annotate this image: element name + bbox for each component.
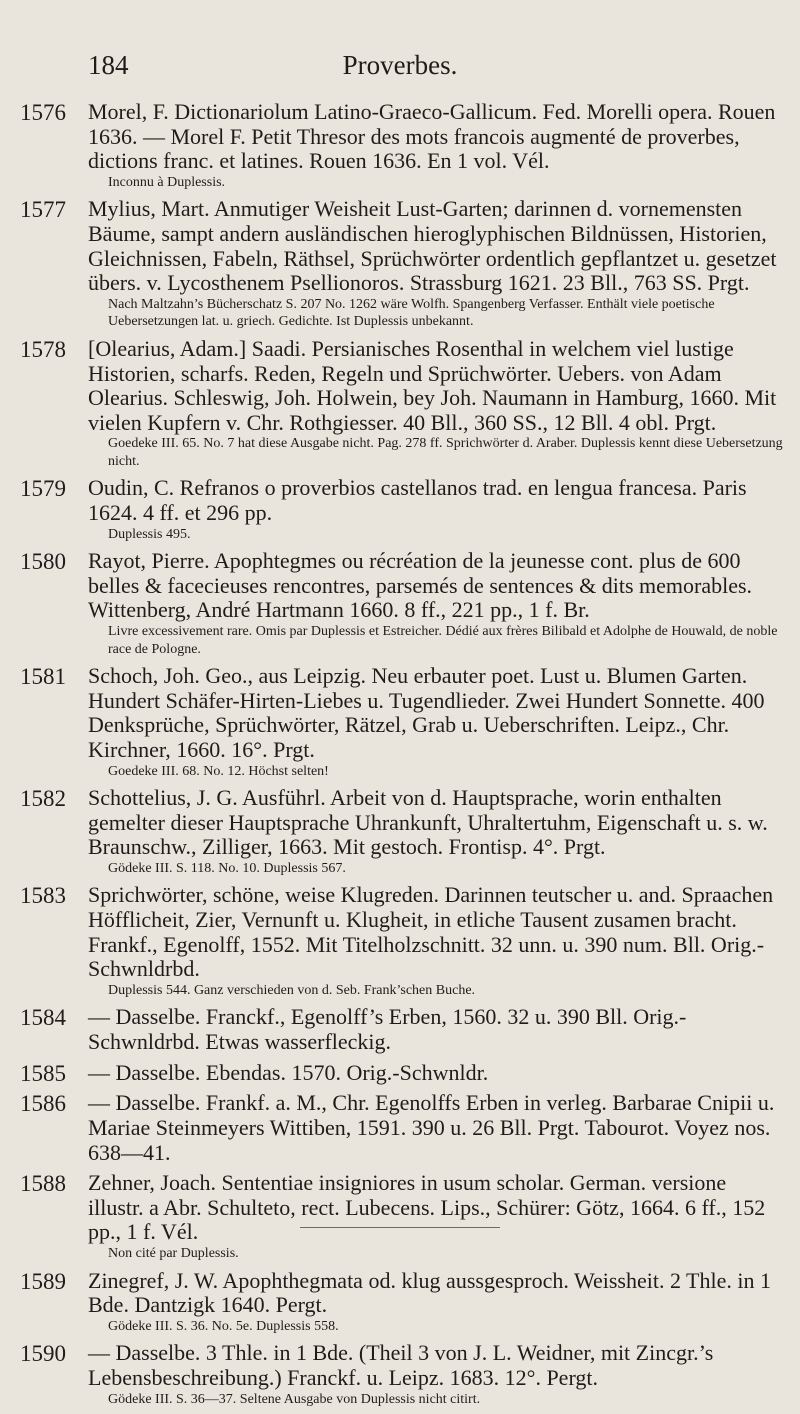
page-header <box>0 50 800 90</box>
entry-text: — Dasselbe. Franckf., Egenolff’s Erben, 1560. 32 u. 390 Bll. Orig.-Schwnldrbd. Etwas wasserfleckig. <box>88 1004 687 1054</box>
page-number: 184 <box>88 50 129 80</box>
entry-note: Inconnu à Duplessis. <box>108 174 226 190</box>
entry-number: 1588 <box>20 1171 66 1197</box>
entry-number: 1579 <box>20 476 66 502</box>
entry-text: Sprichwörter, schöne, weise Klugreden. Darinnen teutscher u. and. Spraachen Höfflicheit, Zier, Vernunft u. Klugheit, in etliche Tausent zusamen bracht. Frankf., Egenolff, 1552. Mit Titelholzschnitt. 32 unn. u. 390 num. Bll. Orig.-Schwnldrbd. <box>88 882 774 982</box>
entry-text: — Dasselbe. Frankf. a. M., Chr. Egenolffs Erben in verleg. Barbarae Cnipii u. Mariae Steinmeyers Wittiben, 1591. 390 u. 26 Bll. Prgt. Tabourot. Voyez nos. 638—41. <box>88 1090 775 1165</box>
entry-text: Zinegref, J. W. Apophthegmata od. klug aussgesproch. Weissheit. 2 Thle. in 1 Bde. Dantzigk 1640. Pergt. <box>88 1267 771 1318</box>
entry-number: 1582 <box>20 786 66 811</box>
catalog-entry <box>20 1005 785 1054</box>
entry-text: Schoch, Joh. Geo., aus Leipzig. Neu erbauter poet. Lust u. Blumen Garten. Hundert Schäfer-Hirten-Liebes u. Tugendlieder. Zwei Hundert Sonnette. 400 Denksprüche, Sprüchwörter, Rätzel, Grab u. Ueberschriften. Leipz., Chr. Kirchner, 1660. 16°. Prgt. <box>88 663 765 762</box>
entry-text: [Olearius, Adam.] Saadi. Persianisches Rosenthal in welchem viel lustige Historien, scharfs. Reden, Regeln und Sprüchwörter. Uebers. von Adam Olearius. Schleswig, Joh. Holwein, bey Joh. Naumann in Hamburg, 1660. Mit vielen Kupfern v. Chr. Rothgiesser. 40 Bll., 360 SS., 12 Bll. 4 obl. Prgt. <box>88 335 777 435</box>
running-title: Proverbes. <box>342 50 458 80</box>
entry-text: — Dasselbe. Ebendas. 1570. Orig.-Schwnldr. <box>88 1059 489 1085</box>
entry-text: Zehner, Joach. Sententiae insigniores in usum scholar. German. versione illustr. a Abr. Schulteto, rect. Lubecens. Lips., Schürer: Götz, 1664. 6 ff., 152 pp., 1 f. Vél. <box>88 1170 766 1245</box>
entry-note: Goedeke III. 65. No. 7 hat diese Ausgabe nicht. Pag. 278 ff. Sprichwörter d. Araber. Duplessis kennt diese Uebersetzung nicht. <box>108 436 783 469</box>
catalog-entry <box>20 664 785 780</box>
entry-text: Morel, F. Dictionariolum Latino-Graeco-Gallicum. Fed. Morelli opera. Rouen 1636. — Morel F. Petit Thresor des mots francois augmenté de proverbes, dictions franc. et latines. Rouen 1636. En 1 vol. Vél. <box>88 99 776 174</box>
entry-note: Goedeke III. 68. No. 12. Höchst selten! <box>108 763 329 779</box>
entry-note: Gödeke III. S. 36—37. Seltene Ausgabe von Duplessis nicht citirt. <box>108 1391 481 1407</box>
catalog-entry <box>20 549 785 658</box>
catalog-entries <box>20 100 785 1414</box>
catalog-entry <box>20 883 785 999</box>
entry-note: Duplessis 495. <box>108 526 191 542</box>
catalog-entry <box>20 1171 785 1262</box>
entry-number: 1576 <box>20 100 66 125</box>
entry-note: Nach Maltzahn’s Bücherschatz S. 207 No. 1262 wäre Wolfh. Spangenberg Verfasser. Enthält viele poetische Uebersetzungen lat. u. griech. Gedichte. Ist Duplessis unbekannt. <box>108 296 715 330</box>
entry-number: 1584 <box>20 1005 66 1031</box>
entry-text: Mylius, Mart. Anmutiger Weisheit Lust-Garten; darinnen d. vornemensten Bäume, sampt andern ausländischen hieroglyphischen Bildnüssen, Historien, Gleichnissen, Fabeln, Räthsel, Sprüchwörter ordentlich gepflantzet u. gesetzet übers. v. Lycosthenem Psellionoros. Strassburg 1621. 23 Bll., 763 SS. Prgt. <box>88 196 777 296</box>
entry-number: 1577 <box>20 197 66 223</box>
entry-number: 1590 <box>20 1341 66 1367</box>
entry-text: — Dasselbe. 3 Thle. in 1 Bde. (Theil 3 von J. L. Weidner, mit Zincgr.’s Lebensbeschreibung.) Franckf. u. Leipz. 1683. 12°. Pergt. <box>88 1340 714 1390</box>
entry-text: Schottelius, J. G. Ausführl. Arbeit von d. Hauptsprache, worin enthalten gemelter dieser Hauptsprache Uhrankunft, Uhraltertuhm, Eigenschaft u. s. w. Braunschw., Zilliger, 1663. Mit gestoch. Frontisp. 4°. Prgt. <box>88 785 768 860</box>
entry-text: Oudin, C. Refranos o proverbios castellanos trad. en lengua francesa. Paris 1624. 4 ff. et 296 pp. <box>88 475 747 525</box>
entry-number: 1585 <box>20 1060 66 1086</box>
entry-text: Rayot, Pierre. Apophtegmes ou récréation de la jeunesse cont. plus de 600 belles & facecieuses rencontres, parsemés de sentences & dits memorables. Wittenberg, André Hartmann 1660. 8 ff., 221 pp., 1 f. Br. <box>88 548 753 623</box>
entry-note: Duplessis 544. Ganz verschieden von d. Seb. Frank’schen Buche. <box>108 982 476 998</box>
catalog-entry <box>20 786 785 877</box>
catalog-entry <box>20 197 785 331</box>
entry-number: 1581 <box>20 664 66 689</box>
end-rule <box>300 1227 500 1228</box>
entry-note: Livre excessivement rare. Omis par Duplessis et Estreicher. Dédié aux frères Bilibald et Adolphe de Houwald, de noble race de Pologne. <box>108 624 778 657</box>
catalog-entry <box>20 1091 785 1165</box>
catalog-entry <box>20 337 785 471</box>
catalog-entry <box>20 476 785 543</box>
entry-number: 1583 <box>20 883 66 909</box>
entry-note: Non cité par Duplessis. <box>108 1246 239 1261</box>
entry-number: 1578 <box>20 336 66 362</box>
entry-note: Gödeke III. S. 118. No. 10. Duplessis 567. <box>108 860 346 876</box>
catalog-entry <box>20 1341 785 1408</box>
catalog-entry <box>20 1061 785 1086</box>
entry-note: Gödeke III. S. 36. No. 5e. Duplessis 558. <box>108 1318 339 1334</box>
catalog-entry <box>20 1269 785 1336</box>
catalog-entry <box>20 100 785 191</box>
entry-number: 1580 <box>20 549 66 575</box>
entry-number: 1586 <box>20 1091 66 1117</box>
entry-number: 1589 <box>20 1268 66 1294</box>
